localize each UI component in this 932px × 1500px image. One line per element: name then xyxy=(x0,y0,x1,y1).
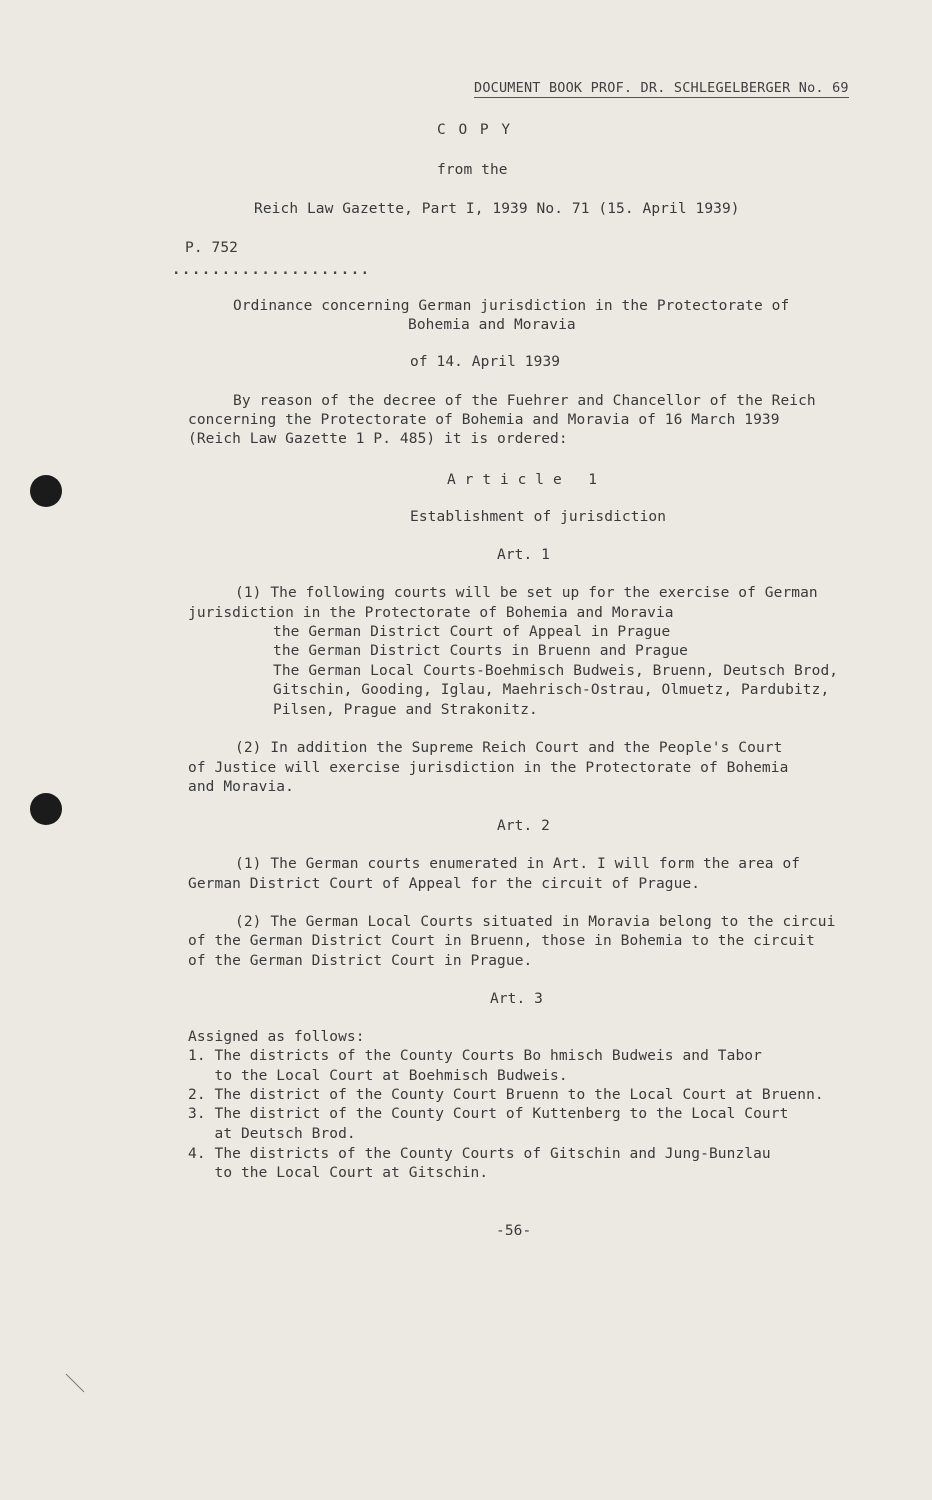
art1-para1-line: The German Local Courts-Boehmisch Budweis, Bruenn, Deutsch Brod, xyxy=(273,663,839,679)
punch-hole xyxy=(30,475,62,507)
art1-para1-line: Pilsen, Prague and Strakonitz. xyxy=(273,702,538,718)
art3-item-line: 3. The district of the County Court of Kuttenberg to the Local Court xyxy=(188,1106,789,1122)
ordinance-title-line2: Bohemia and Moravia xyxy=(408,317,576,333)
art2-para1-line: (1) The German courts enumerated in Art. I will form the area of xyxy=(235,856,801,872)
art1-para1-line: the German District Court of Appeal in Prague xyxy=(273,624,671,640)
copy-title: C O P Y xyxy=(437,122,513,138)
article-heading: A r t i c l e 1 xyxy=(447,472,598,488)
art3-item-line: 2. The district of the County Court Bruenn to the Local Court at Bruenn. xyxy=(188,1087,824,1103)
gazette-reference: Reich Law Gazette, Part I, 1939 No. 71 (15. April 1939) xyxy=(254,201,740,217)
art2-para2-line: of the German District Court in Bruenn, those in Bohemia to the circuit xyxy=(188,933,815,949)
art1-para2-line: (2) In addition the Supreme Reich Court and the People's Court xyxy=(235,740,783,756)
art3-item-line: to the Local Court at Boehmisch Budweis. xyxy=(188,1068,568,1084)
paper-scratch-mark xyxy=(60,1370,90,1400)
punch-hole xyxy=(30,793,62,825)
art1-para1-line: jurisdiction in the Protectorate of Bohemia and Moravia xyxy=(188,605,674,621)
from-line: from the xyxy=(437,162,508,178)
art1-para1-line: the German District Courts in Bruenn and Prague xyxy=(273,643,688,659)
art1-para1-line: Gitschin, Gooding, Iglau, Maehrisch-Ostrau, Olmuetz, Pardubitz, xyxy=(273,682,830,698)
article-subheading: Establishment of jurisdiction xyxy=(410,509,667,525)
art2-heading: Art. 2 xyxy=(497,818,550,834)
preamble-line: By reason of the decree of the Fuehrer and Chancellor of the Reich xyxy=(233,393,816,409)
art3-heading: Art. 3 xyxy=(490,991,543,1007)
preamble-line: concerning the Protectorate of Bohemia and Moravia of 16 March 1939 xyxy=(188,412,780,428)
ordinance-date: of 14. April 1939 xyxy=(410,354,561,370)
art3-item-line: at Deutsch Brod. xyxy=(188,1126,356,1142)
art2-para2-line: (2) The German Local Courts situated in Moravia belong to the circui xyxy=(235,914,836,930)
preamble-line: (Reich Law Gazette 1 P. 485) it is ordered: xyxy=(188,431,568,447)
art3-item-line: 1. The districts of the County Courts Bo hmisch Budweis and Tabor xyxy=(188,1048,762,1064)
art2-para1-line: German District Court of Appeal for the circuit of Prague. xyxy=(188,876,701,892)
ordinance-title-line1: Ordinance concerning German jurisdiction in the Protectorate of xyxy=(233,298,790,314)
art3-item-line: 4. The districts of the County Courts of Gitschin and Jung-Bunzlau xyxy=(188,1146,771,1162)
art1-para2-line: and Moravia. xyxy=(188,779,294,795)
dotted-separator: .................... xyxy=(172,262,371,278)
art1-para1-line: (1) The following courts will be set up for the exercise of German xyxy=(235,585,818,601)
page-number: -56- xyxy=(496,1223,532,1239)
art1-heading: Art. 1 xyxy=(497,547,550,563)
art3-item-line: to the Local Court at Gitschin. xyxy=(188,1165,489,1181)
art2-para2-line: of the German District Court in Prague. xyxy=(188,953,533,969)
art3-intro: Assigned as follows: xyxy=(188,1029,365,1045)
document-book-header: DOCUMENT BOOK PROF. DR. SCHLEGELBERGER No. 69 xyxy=(474,80,849,96)
page-reference: P. 752 xyxy=(185,240,238,256)
art1-para2-line: of Justice will exercise jurisdiction in the Protectorate of Bohemia xyxy=(188,760,789,776)
